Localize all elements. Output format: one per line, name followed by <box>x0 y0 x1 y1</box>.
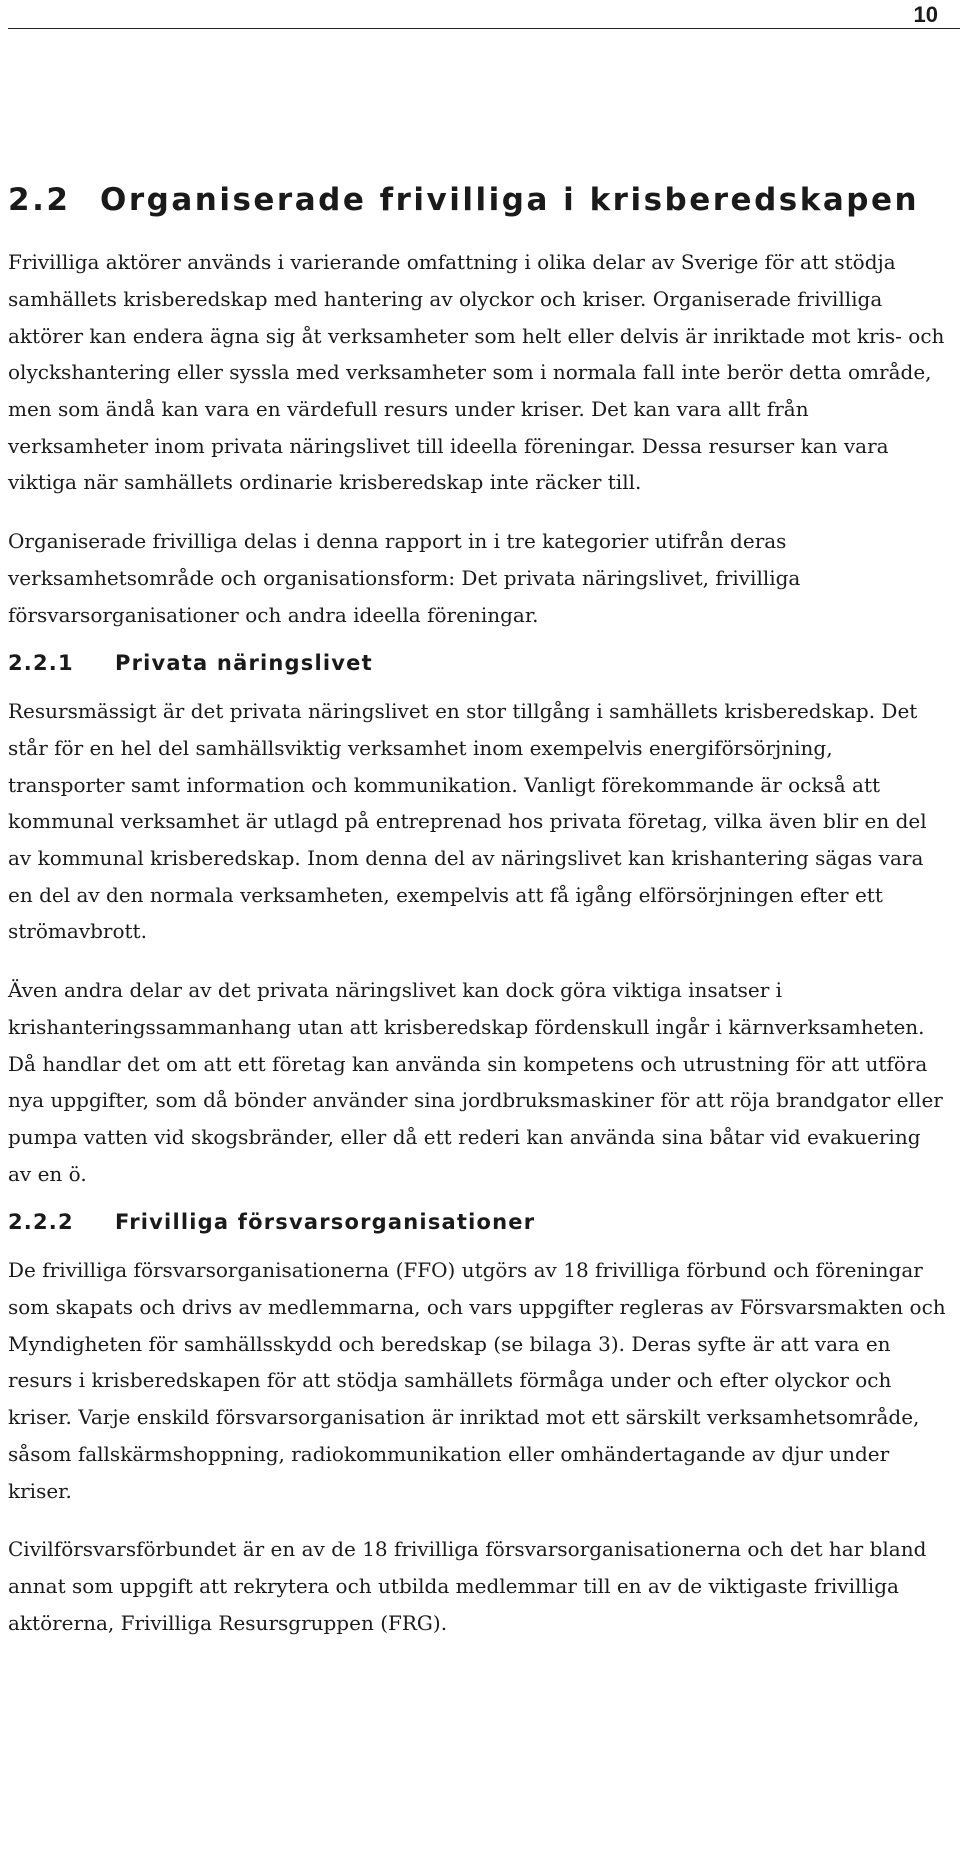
section-title: Organiserade frivilliga i krisberedskapen <box>100 182 920 218</box>
subsection-2-paragraph-2: Civilförsvarsförbundet är en av de 18 frivilliga försvarsorganisationerna och det har bland annat som uppgift att rekrytera och utbilda medlemmar till en av de viktigaste frivilliga aktörerna, Frivilliga Resursgruppen (FRG). <box>8 1537 927 1635</box>
section-paragraph-2: Organiserade frivilliga delas i denna rapport in i tre kategorier utifrån deras verksamhetsområde och organisationsform: Det privata näringslivet, frivilliga försvarsorganisationer och andra ideella föreningar. <box>8 529 801 627</box>
subsection-2-paragraph-1: De frivilliga försvarsorganisationerna (FFO) utgörs av 18 frivilliga förbund och föreningar som skapats och drivs av medlemmarna, och vars uppgifter regleras av Försvarsmakten och Myndigheten för samhällsskydd och beredskap (se bilaga 3). Deras syfte är att vara en resurs i krisberedskapen för att stödja samhällets förmåga under och efter olyckor och kriser. Varje enskild försvarsorganisation är inriktad mot ett särskilt verksamhetsområde, såsom fallskärmshoppning, radiokommunikation eller omhändertagande av djur under kriser. <box>8 1258 946 1503</box>
page-content <box>8 182 948 1663</box>
section-heading <box>8 182 948 219</box>
section-paragraph-1: Frivilliga aktörer används i varierande omfattning i olika delar av Sverige för att stödja samhällets krisberedskap med hantering av olyckor och kriser. Organiserade frivilliga aktörer kan endera ägna sig åt verksamheter som helt eller delvis är inriktade mot kris- och olyckshantering eller syssla med verksamheter som i normala fall inte berör detta område, men som ändå kan vara en värdefull resurs under kriser. Det kan vara allt från verksamheter inom privata näringslivet till ideella föreningar. Dessa resurser kan vara viktiga när samhällets ordinarie krisberedskap inte räcker till. <box>8 250 945 495</box>
subsection-1-heading <box>8 645 948 681</box>
subsection-2-heading <box>8 1204 948 1240</box>
subsection-2-number: 2.2.2 <box>8 1210 74 1235</box>
section-number: 2.2 <box>8 182 71 218</box>
subsection-1-paragraph-2: Även andra delar av det privata näringslivet kan dock göra viktiga insatser i krishanteringssammanhang utan att krisberedskap fördenskull ingår i kärnverksamheten. Då handlar det om att ett företag kan använda sin kompetens och utrustning för att utföra nya uppgifter, som då bönder använder sina jordbruksmaskiner för att röja brandgator eller pumpa vatten vid skogsbränder, eller då ett rederi kan använda sina båtar vid evakuering av en ö. <box>8 978 943 1186</box>
header-rule <box>8 28 960 29</box>
subsection-1-paragraph-1: Resursmässigt är det privata näringslivet en stor tillgång i samhällets krisberedskap. Det står för en hel del samhällsviktig verksamhet inom exempelvis energiförsörjning, transporter samt information och kommunikation. Vanligt förekommande är också att kommunal verksamhet är utlagd på entreprenad hos privata företag, vilka även blir en del av kommunal krisberedskap. Inom denna del av näringslivet kan krishantering sägas vara en del av den normala verksamheten, exempelvis att få igång elförsörjningen efter ett strömavbrott. <box>8 699 927 944</box>
subsection-1-title: Privata näringslivet <box>115 651 373 676</box>
subsection-2-title: Frivilliga försvarsorganisationer <box>115 1210 536 1235</box>
subsection-1-number: 2.2.1 <box>8 651 74 676</box>
page-number: 10 <box>913 2 938 27</box>
